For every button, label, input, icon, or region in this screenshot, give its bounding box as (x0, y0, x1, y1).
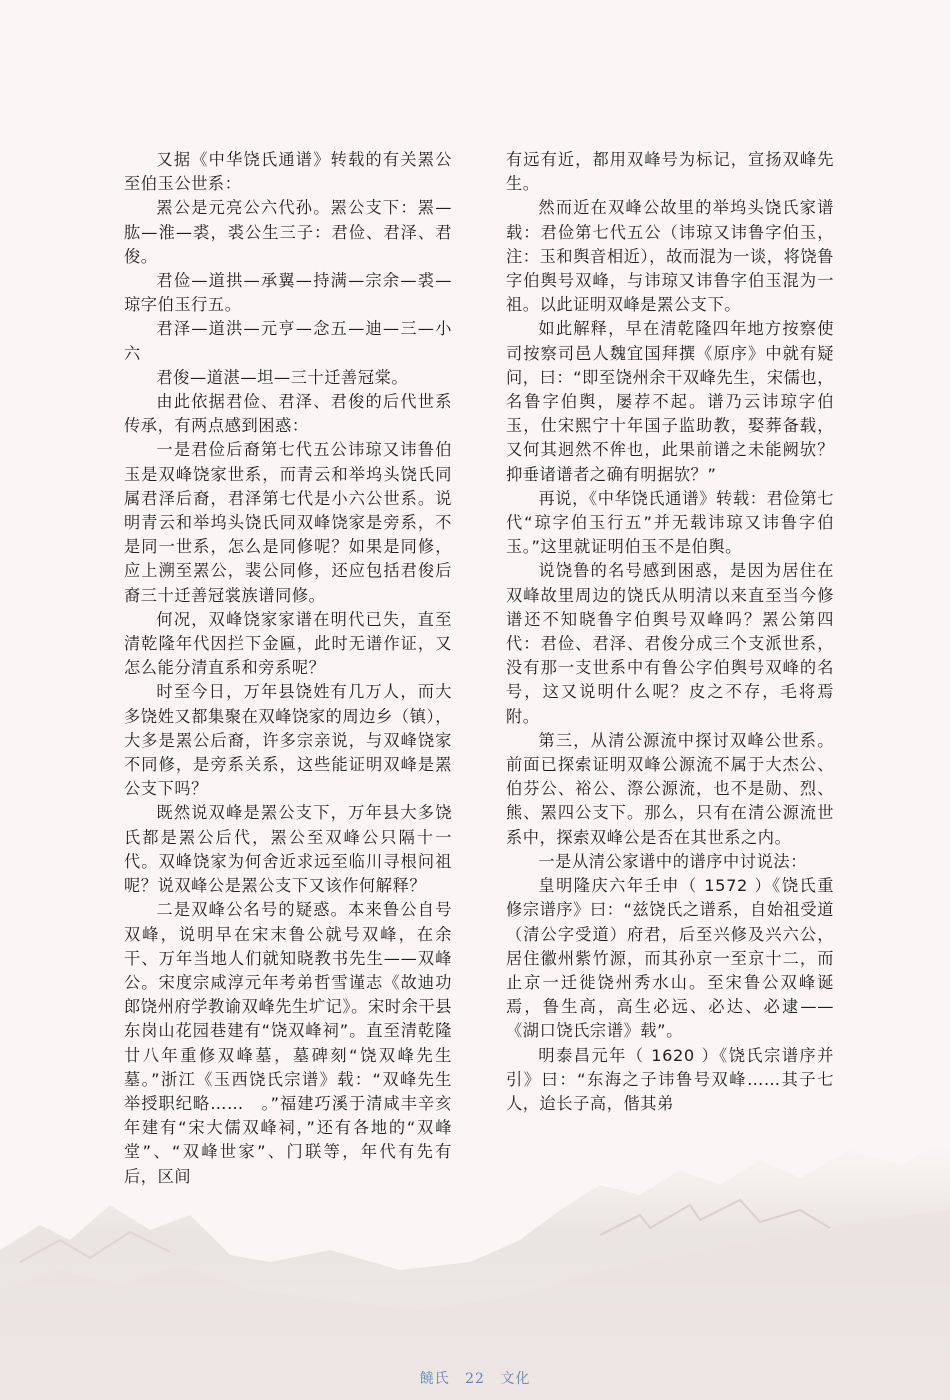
paragraph: 二是双峰公名号的疑惑。本来鲁公自号双峰，说明早在宋末鲁公就号双峰，在余干、万年当地人们就知晓教书先生——双峰公。宋度宗咸淳元年考弟哲雪谨志《故迪功郎饶州府学教谕双峰先生圹记》。宋时余干县东岗山花园巷建有“饶双峰祠”。直至清乾隆廿八年重修双峰墓，墓碑刻“饶双峰先生墓。”浙江《玉西饶氏宗谱》载：“双峰先生 举授职纪略…… 。”福建巧溪于清咸丰辛亥年建有“宋大儒双峰祠，”还有各地的“双峰堂”、“双峰世家”、门联等，年代有先有后，区间 (124, 900, 469, 1186)
paragraph: 一是君俭后裔第七代五公讳琼又讳鲁伯玉是双峰饶家世系，而青云和举坞头饶氏同属君泽后裔，君泽第七代是小六公世系。说明青云和举坞头饶氏同双峰饶家是旁系，不是同一世系，怎么是同修呢？如果是同修，应上溯至罴公，裴公同修，还应包括君俊后裔三十迁善冠裳族谱同修。 (124, 440, 452, 605)
paragraph: 再说，《中华饶氏通谱》转载：君俭第七代“琼字伯玉行五”并无载讳琼又讳鲁字伯玉。”这里就证明伯玉不是伯舆。 (506, 488, 834, 557)
paragraph: 君泽—道洪—元亨—念五—迪—三—小六 (124, 319, 452, 363)
paragraph: 一是从清公家谱中的谱序中讨说法： (538, 851, 807, 871)
paragraph: 君俊—道湛—坦—三十迁善冠棠。 (156, 367, 409, 387)
section-name: 文化 (500, 1371, 531, 1387)
page-footer (0, 1368, 950, 1388)
paragraph: 皇明隆庆六年壬申（ 1572 ）《饶氏重修宗谱序》曰：“兹饶氏之谱系，自始祖受道（清公字受道）府君，后至兴修及兴六公，居住徽州紫竹源，而其孙京一至京十二，而止京一迁徙饶州秀水山。至宋鲁公双峰诞焉，鲁生高，高生必远、必达、必逮——《湖口饶氏宗谱》载”。 (506, 876, 834, 1041)
paragraph: 明泰昌元年（ 1620 ）《饶氏宗谱序并引》曰：“东海之子讳鲁号双峰……其子七人，迨长子高，偕其弟 (506, 1045, 834, 1113)
paragraph: 既然说双峰是罴公支下，万年县大多饶氏都是罴公后代，罴公至双峰公只隔十一代。双峰饶家为何舍近求远至临川寻根问祖呢？说双峰公是罴公支下又该作何解释？ (124, 803, 452, 896)
paragraph: 有远有近，都用双峰号为标记，宣扬双峰先生。 (506, 150, 834, 194)
paragraph: 说饶鲁的名号感到困惑，是因为居住在双峰故里周边的饶氏从明清以来直至当今修谱还不知晓鲁字伯舆号双峰吗？罴公第四代：君俭、君泽、君俊分成三个支派世系，没有那一支世系中有鲁公字伯舆号双峰的名号，这又说明什么呢？皮之不存，毛将焉附。 (506, 561, 834, 726)
paragraph: 又据《中华饶氏通谱》转载的有关罴公至伯玉公世系： (124, 150, 452, 194)
paragraph: 何况，双峰饶家家谱在明代已失，直至清乾隆年代因拦下金匾，此时无谱作证，又怎么能分清直系和旁系呢？ (124, 609, 452, 678)
magazine-name: 饒氏 (419, 1371, 450, 1387)
right-text-column (506, 148, 834, 1116)
paragraph: 罴公是元亮公六代孙。罴公支下：罴—肱—淮—裘，裘公生三子：君俭、君泽、君俊。 (124, 198, 452, 266)
paragraph: 如此解释，早在清乾隆四年地方按察使司按察司邑人魏宜国拜撰《原序》中就有疑问，曰：“即至饶州余干双峰先生，宋儒也，名鲁字伯舆，屡荐不起。谱乃云讳琼字伯玉，仕宋熙宁十年国子监助教，娶葬备载，又何其迥然不侔也，此果前谱之未能阙欤？抑垂诸谱者之确有明据欤？” (506, 319, 834, 484)
paragraph: 君俭—道拱—承翼—持满—宗余—裘—琼字伯玉行五。 (124, 271, 452, 315)
page-number: 22 (465, 1371, 485, 1387)
paragraph: 时至今日，万年县饶姓有几万人，而大多饶姓又都集聚在双峰饶家的周边乡（镇），大多是罴公后裔，许多宗亲说，与双峰饶家不同修，是旁系关系，这些能证明双峰是罴公支下吗？ (124, 682, 452, 799)
paragraph: 由此依据君俭、君泽、君俊的后代世系传承，有两点感到困惑： (124, 392, 452, 436)
paragraph: 第三，从清公源流中探讨双峰公世系。前面已探索证明双峰公源流不属于大杰公、伯芬公、裕公、漈公源流，也不是勋、烈、熊、罴四公支下。那么，只有在清公源流世系中，探索双峰公是否在其世系之内。 (506, 730, 834, 847)
paragraph: 然而近在双峰公故里的举坞头饶氏家谱载：君俭第七代五公（讳琼又讳鲁字伯玉，注：玉和舆音相近），故而混为一谈，将饶鲁字伯舆号双峰，与讳琼又讳鲁字伯玉混为一祖。以此证明双峰是罴公支下。 (506, 198, 834, 315)
left-text-column (124, 148, 469, 1189)
